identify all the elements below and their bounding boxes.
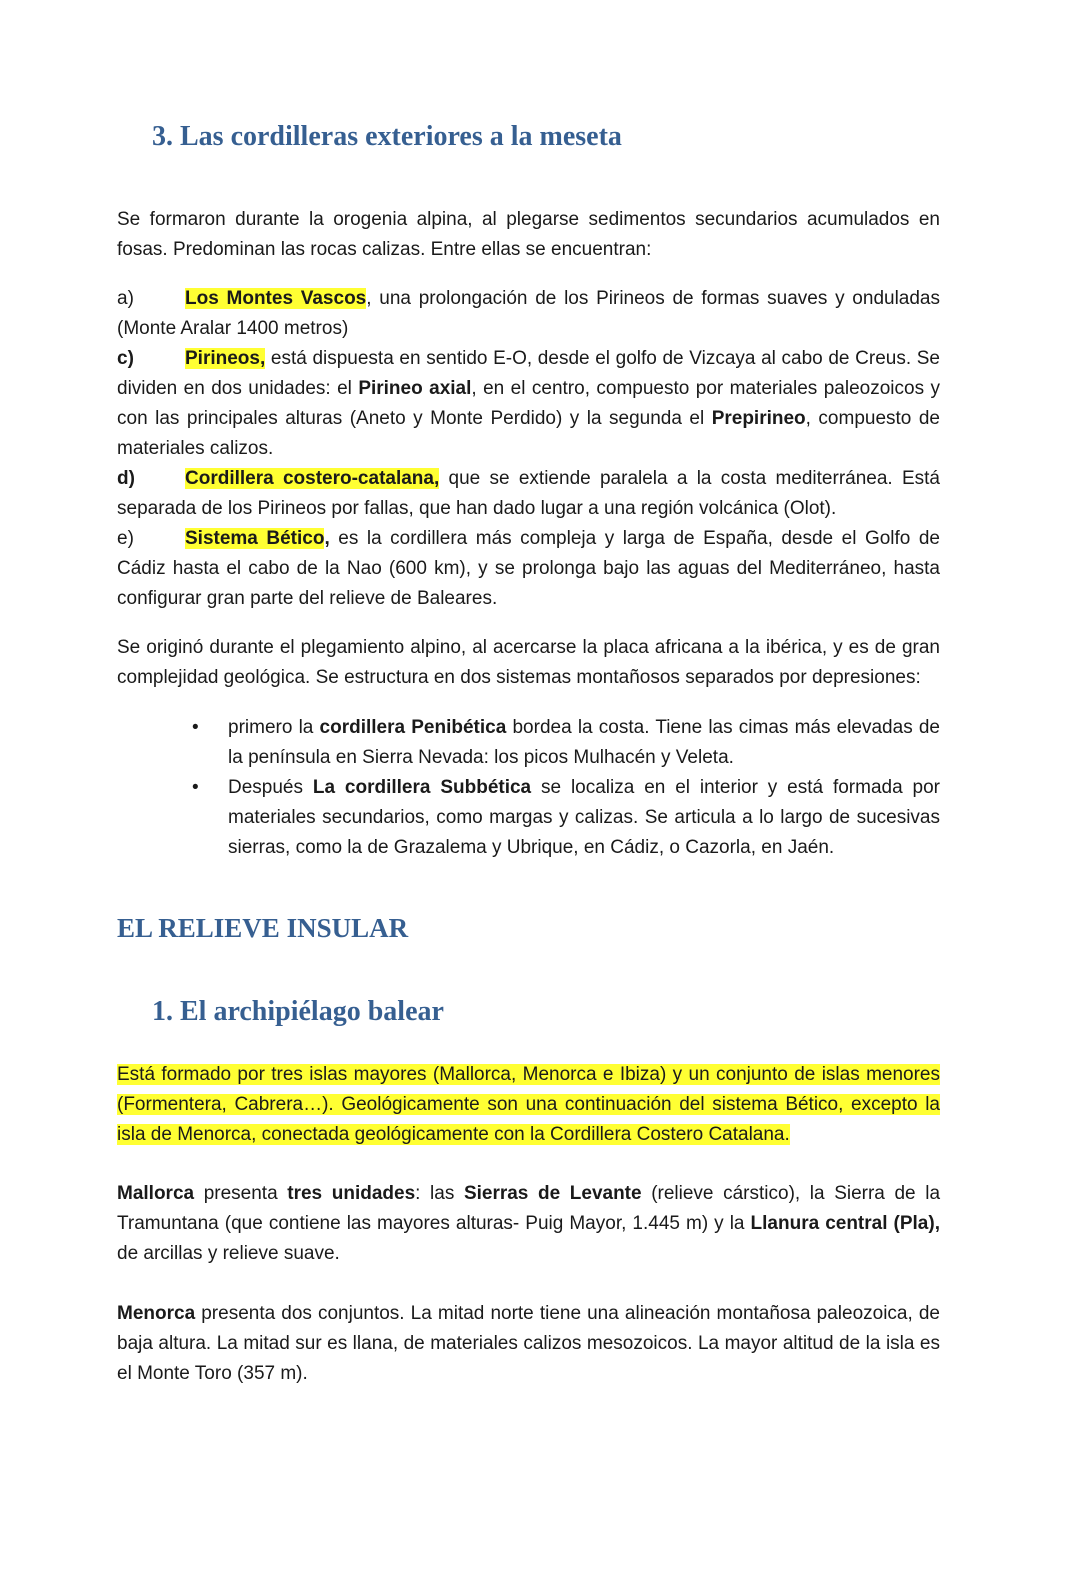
section-3-intro: Se formaron durante la orogenia alpina, al plegarse sedimentos secundarios acumulados en fosas. Predominan las rocas calizas. Entre ellas se encuentran:: [117, 209, 940, 260]
list-item: • Después La cordillera Subbética se localiza en el interior y está formada por materiales secundarios, como margas y calizas. Se articula a lo largo de sucesivas sierras, como la de Grazalema y Ubrique, en Cádiz, o Cazorla, en Jaén.: [190, 773, 940, 863]
bold-term: Llanura central (Pla),: [750, 1213, 940, 1234]
list-item-sistema-betico: [117, 524, 940, 614]
item-text: , una prolongación de los Pirineos de formas suaves y onduladas (Monte Aralar 1400 metros): [117, 288, 940, 339]
origin-paragraph: Se originó durante el plegamiento alpino, al acercarse la placa africana a la ibérica, y es de gran complejidad geológica. Se estructura en dos sistemas montañosos separados por depresiones:: [117, 637, 940, 688]
list-item-pirineos: [117, 344, 940, 464]
item-text: que se extiende paralela a la costa mediterránea. Está separada de los Pirineos por fallas, que han dado lugar a una región volcánica (Olot).: [117, 468, 940, 519]
menorca-paragraph: Menorca presenta dos conjuntos. La mitad norte tiene una alineación montañosa paleozoica, de baja altura. La mitad sur es llana, de materiales calizos mesozoicos. La mayor altitud de la isla es el Monte Toro (357 m).: [117, 1303, 940, 1384]
balear-heading: 1. El archipiélago balear: [152, 996, 444, 1027]
bold-term: Prepirineo: [711, 408, 806, 429]
mallorca-paragraph: Mallorca presenta tres unidades: las Sierras de Levante (relieve cárstico), la Sierra de la Tramuntana (que contiene las mayores alturas- Puig Mayor, 1.445 m) y la Llanura central (Pla), de arcillas y relieve suave.: [117, 1183, 941, 1264]
bold-term: tres unidades: [287, 1183, 416, 1204]
bold-term: Sierras de Levante: [463, 1183, 642, 1204]
item-text: , compuesto de materiales calizos.: [117, 408, 940, 459]
item-text: está dispuesta en sentido E-O, desde el golfo de Vizcaya al cabo de Creus. Se dividen en dos unidades: el: [117, 348, 940, 399]
highlighted-term: Cordillera costero-catalana,: [185, 468, 440, 489]
highlighted-term: Pirineos,: [185, 348, 266, 369]
bold-term: La cordillera Subbética: [312, 777, 532, 798]
list-label: e): [117, 528, 134, 549]
section-3-heading: 3. Las cordilleras exteriores a la meseta: [152, 121, 622, 152]
subsystems-list: [190, 713, 940, 863]
bold-term: Pirineo axial: [358, 378, 472, 399]
item-text: , en el centro, compuesto por materiales paleozoicos y con las principales alturas (Aneto y Monte Perdido) y la segunda el: [117, 378, 940, 429]
highlighted-term: Sistema Bético: [185, 528, 325, 549]
bold-term: Mallorca: [117, 1183, 195, 1204]
list-label: a): [117, 288, 134, 309]
list-item-cordillera-costero-catalana: [117, 464, 940, 524]
bold-term: cordillera Penibética: [319, 717, 507, 738]
list-item-montes-vascos: [117, 284, 940, 344]
bold-term: Menorca: [117, 1303, 196, 1324]
comma: ,: [324, 528, 330, 549]
relieve-insular-heading: EL RELIEVE INSULAR: [117, 913, 409, 943]
highlighted-term: Los Montes Vascos: [185, 288, 367, 309]
list-label: c): [117, 348, 134, 369]
list-item: • primero la cordillera Penibética bordea la costa. Tiene las cimas más elevadas de la península en Sierra Nevada: los picos Mulhacén y Veleta.: [190, 713, 940, 773]
balear-highlight-paragraph: Está formado por tres islas mayores (Mallorca, Menorca e Ibiza) y un conjunto de islas menores (Formentera, Cabrera…). Geológicamente son una continuación del sistema Bético, excepto la isla de Menorca, conectada geológicamente con la Cordillera Costero Catalana.: [117, 1064, 940, 1145]
item-text: es la cordillera más compleja y larga de España, desde el Golfo de Cádiz hasta el cabo de la Nao (600 km), y se prolonga bajo las aguas del Mediterráneo, hasta configurar gran parte del relieve de Baleares.: [117, 528, 940, 609]
list-label: d): [117, 468, 135, 489]
